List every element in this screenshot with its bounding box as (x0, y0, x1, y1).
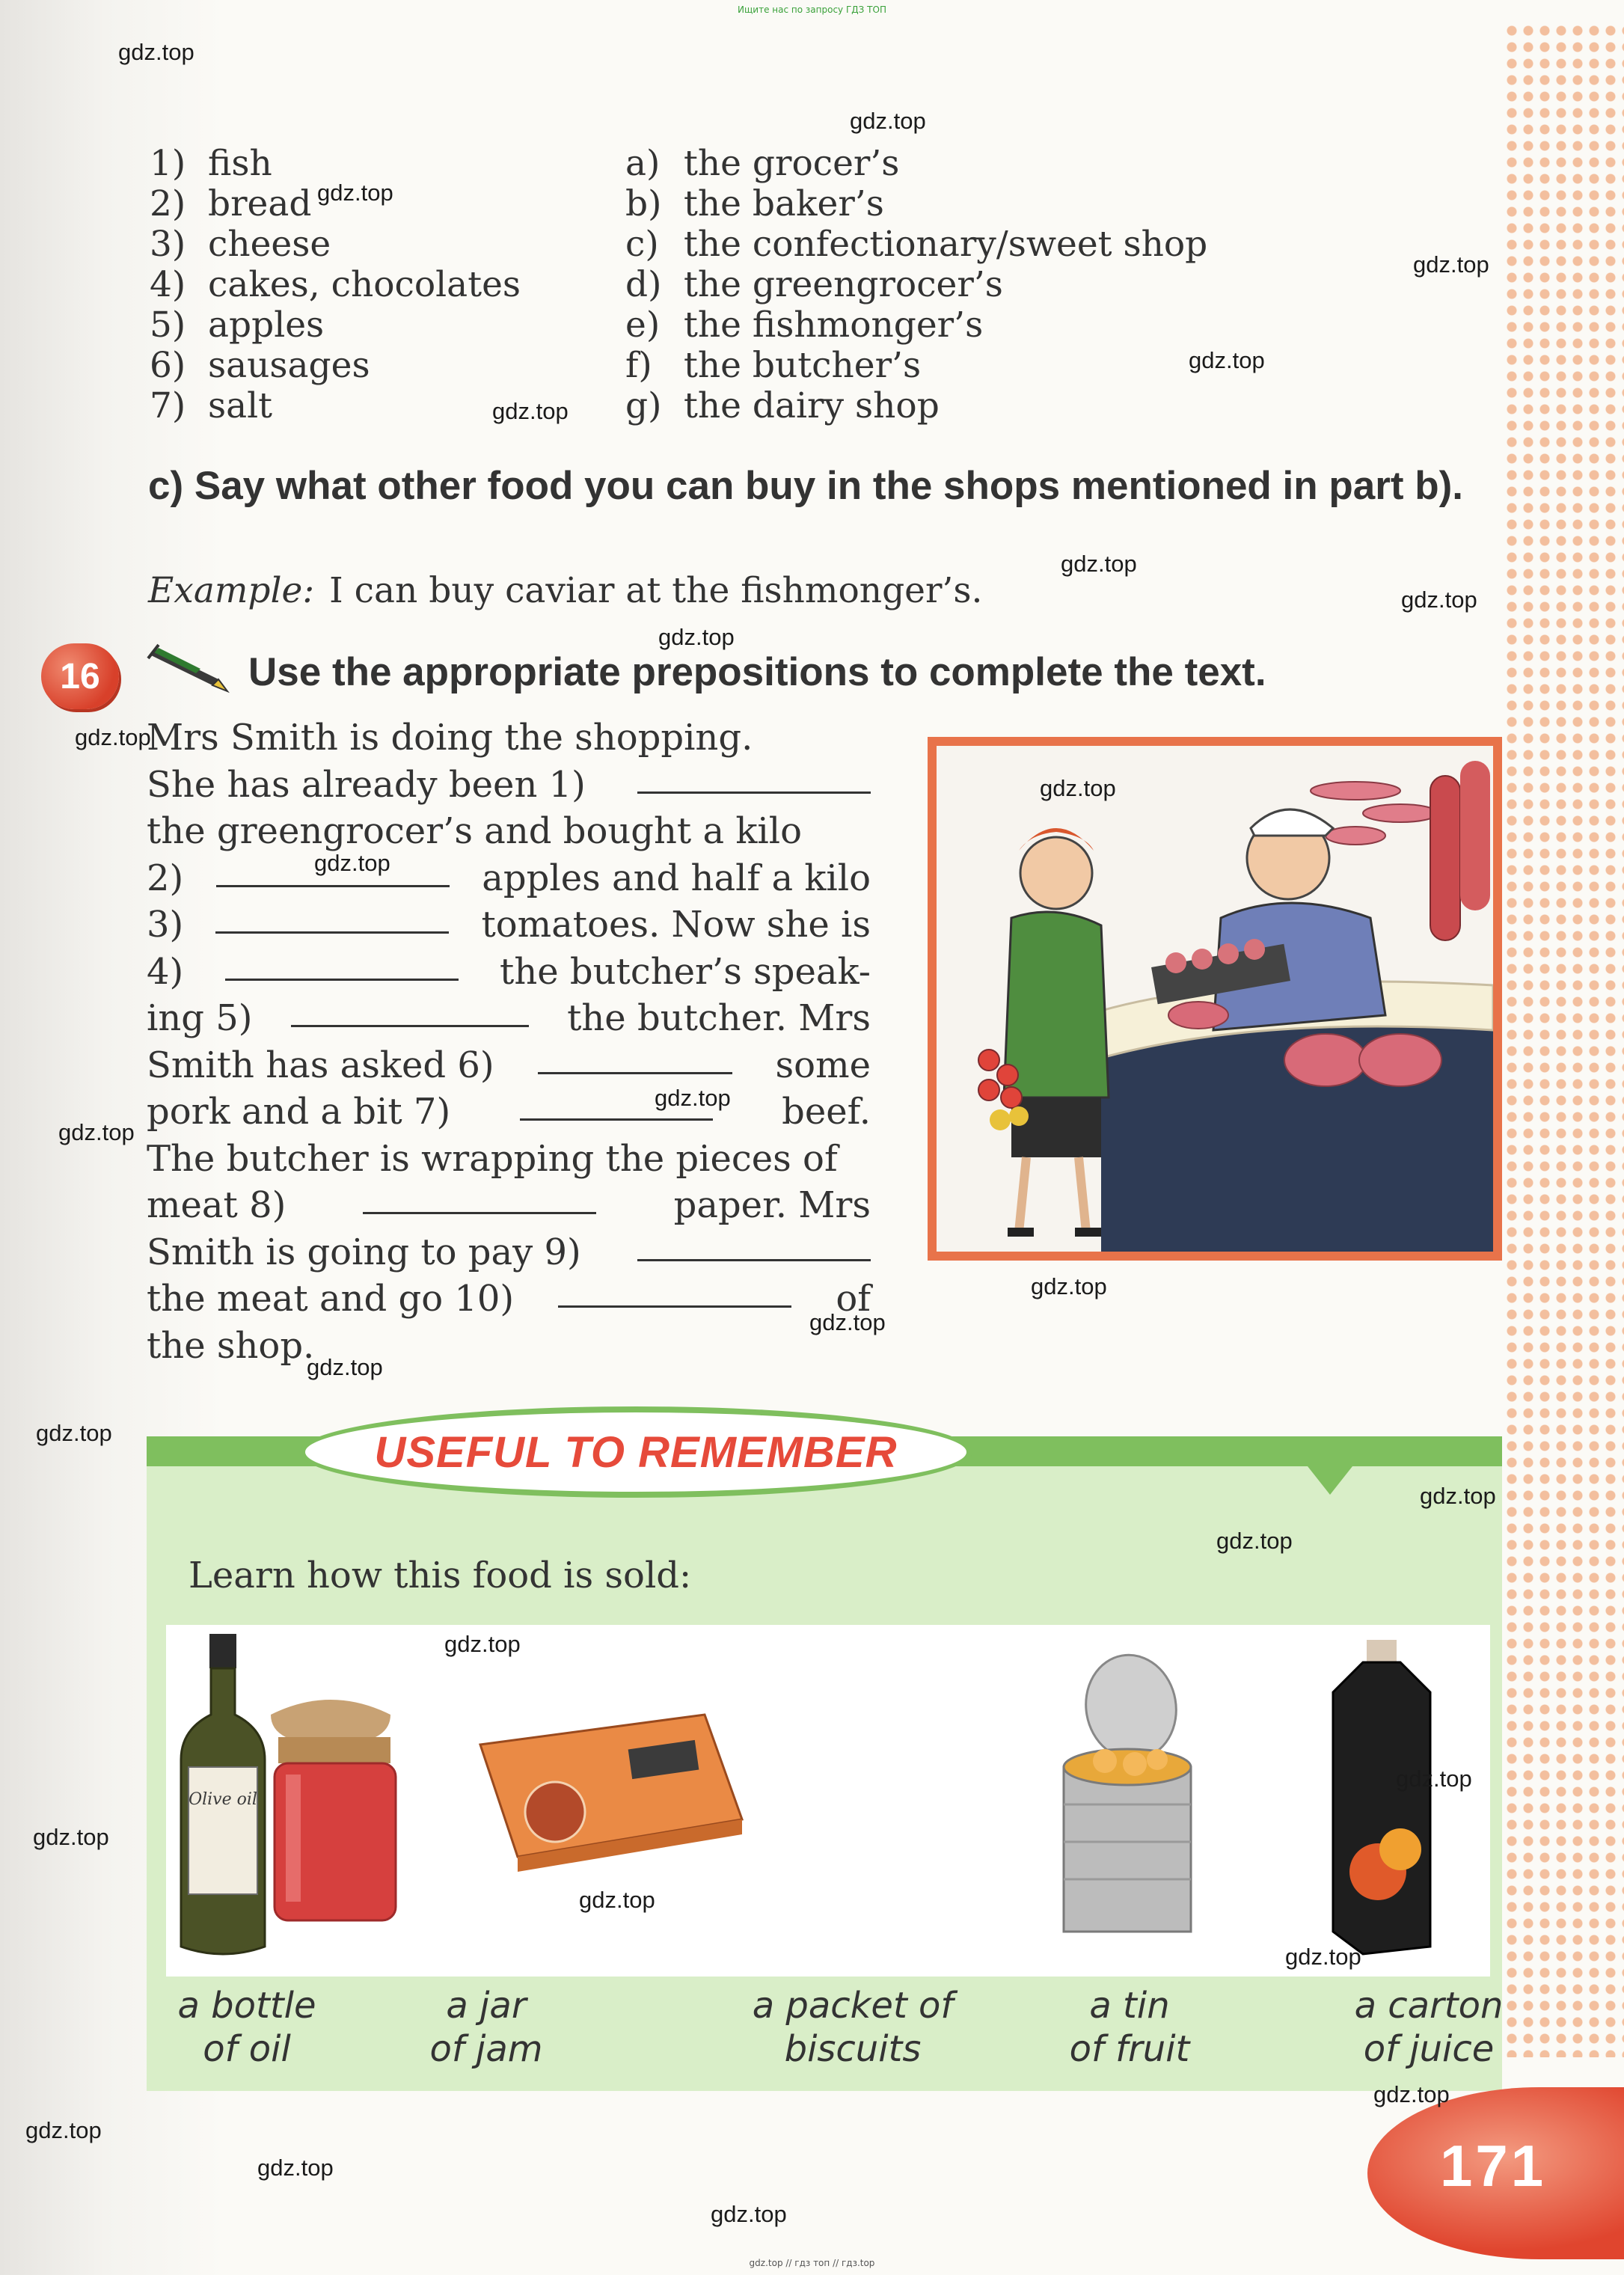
oil-bottle-icon (181, 1634, 265, 1954)
text-line (147, 1182, 871, 1229)
answer-blank[interactable] (363, 1182, 596, 1214)
text-segment: the meat and go 10) (147, 1278, 515, 1320)
matching-number: d) (625, 264, 662, 305)
text-segment: The butcher is wrapping the pieces of (147, 1137, 838, 1180)
watermark-text: gdz.top (1373, 2081, 1450, 2107)
caption-line-2: of juice (1363, 2028, 1495, 2070)
text-line (147, 901, 871, 949)
watermark-text: gdz.top (711, 2201, 787, 2227)
answer-blank[interactable] (215, 901, 449, 934)
matching-item: salt (208, 385, 273, 426)
matching-item: the greengrocer’s (684, 264, 1003, 305)
exercise-number-badge: 16 (41, 643, 119, 709)
matching-number: a) (625, 143, 661, 184)
watermark-text: gdz.top (36, 1420, 112, 1446)
matching-row (150, 265, 521, 305)
text-segment: pork and a bit 7) (147, 1091, 451, 1133)
caption-line-1: a carton (1354, 1985, 1504, 2027)
text-line (147, 762, 871, 809)
watermark-text: gdz.top (444, 1631, 521, 1657)
watermark-text: gdz.top (1189, 347, 1265, 373)
matching-item: bread (208, 183, 312, 224)
food-caption (135, 1984, 359, 2071)
juice-carton-icon (1333, 1640, 1430, 1954)
watermark-text: gdz.top (33, 1824, 109, 1850)
text-line (147, 1229, 871, 1276)
watermark-text: gdz.top (307, 1354, 383, 1380)
matching-row (150, 386, 521, 426)
matching-row (625, 305, 1207, 346)
matching-number: c) (625, 224, 659, 265)
matching-number: 1) (150, 143, 186, 184)
text-segment: paper. Mrs (673, 1184, 871, 1226)
text-line (147, 808, 871, 855)
watermark-text: gdz.top (1031, 1273, 1107, 1299)
watermark-text: gdz.top (1040, 775, 1116, 801)
matching-number: b) (625, 183, 662, 224)
text-segment: 2) (147, 857, 184, 899)
text-segment: some (775, 1044, 871, 1086)
matching-row (625, 184, 1207, 224)
watermark-text: gdz.top (809, 1309, 886, 1335)
text-segment: the greengrocer’s and bought a kilo (147, 810, 803, 852)
text-line (147, 1323, 871, 1370)
matching-number: 7) (150, 385, 186, 426)
example-text: I can buy caviar at the fishmonger’s. (329, 570, 983, 611)
useful-title-oval (299, 1406, 972, 1498)
matching-item: fish (208, 143, 272, 184)
text-segment: She has already been 1) (147, 763, 586, 806)
text-line (147, 1276, 871, 1323)
matching-right-column (625, 144, 1207, 426)
matching-item: the butcher’s (684, 345, 922, 386)
matching-row (625, 144, 1207, 184)
matching-number: 2) (150, 183, 186, 224)
matching-item: the baker’s (684, 183, 884, 224)
matching-row (625, 346, 1207, 386)
useful-band-notch (1308, 1466, 1352, 1495)
food-caption (374, 1984, 598, 2071)
bottom-note: gdz.top // гдз топ // гдз.top (749, 2258, 875, 2268)
text-line (147, 1136, 871, 1183)
text-segment: Smith has asked 6) (147, 1044, 494, 1086)
watermark-text: gdz.top (1420, 1483, 1496, 1509)
watermark-text: gdz.top (257, 2155, 334, 2181)
useful-title: USEFUL TO REMEMBER (374, 1427, 898, 1477)
matching-row (625, 224, 1207, 265)
matching-item: the dairy shop (684, 385, 940, 426)
text-segment: beef. (782, 1091, 871, 1133)
watermark-text: gdz.top (850, 108, 926, 134)
caption-line-2: of jam (429, 2028, 543, 2070)
matching-item: the confectionary/sweet shop (684, 224, 1208, 265)
matching-item: apples (208, 304, 325, 346)
matching-row (150, 346, 521, 386)
matching-number: g) (625, 385, 662, 426)
caption-line-2: of oil (203, 2028, 291, 2070)
text-line (147, 995, 871, 1042)
caption-line-1: a bottle (177, 1985, 316, 2027)
watermark-text: gdz.top (579, 1887, 655, 1913)
answer-blank[interactable] (538, 1042, 732, 1074)
text-segment: 4) (147, 950, 184, 993)
page-number: 171 (1440, 2133, 1547, 2199)
fruit-tin-icon (1064, 1648, 1191, 1932)
answer-blank[interactable] (225, 949, 459, 981)
gap-fill-text (147, 714, 871, 1369)
text-segment: Smith is going to pay 9) (147, 1231, 581, 1273)
matching-row (150, 305, 521, 346)
text-segment: meat 8) (147, 1184, 287, 1226)
watermark-text: gdz.top (492, 398, 569, 424)
watermark-text: gdz.top (1396, 1766, 1472, 1792)
text-segment: apples and half a kilo (482, 857, 871, 899)
bottle-label: Olive oil (189, 1790, 257, 1809)
text-line (147, 949, 871, 996)
matching-item: cakes, chocolates (208, 264, 521, 305)
watermark-text: gdz.top (1216, 1528, 1293, 1554)
watermark-text: gdz.top (1401, 587, 1477, 613)
text-segment: 3) (147, 904, 184, 946)
matching-item: the grocer’s (684, 143, 900, 184)
matching-row (625, 265, 1207, 305)
food-pictures-panel (166, 1625, 1490, 1977)
watermark-text: gdz.top (1413, 251, 1489, 278)
text-segment: tomatoes. Now she is (481, 904, 871, 946)
watermark-text: gdz.top (58, 1119, 135, 1145)
watermark-text: gdz.top (314, 850, 390, 876)
text-segment: ing 5) (147, 997, 253, 1039)
food-caption (741, 1984, 965, 2071)
caption-line-2: of fruit (1069, 2028, 1190, 2070)
watermark-text: gdz.top (658, 624, 735, 650)
matching-number: 4) (150, 264, 186, 305)
matching-item: cheese (208, 224, 331, 265)
text-segment: the butcher. Mrs (567, 997, 871, 1039)
matching-row (150, 224, 521, 265)
watermark-text: gdz.top (1061, 551, 1137, 577)
text-segment: the shop. (147, 1324, 315, 1367)
text-line (147, 1088, 871, 1136)
answer-blank[interactable] (637, 1229, 871, 1261)
biscuit-packet-icon (480, 1715, 742, 1872)
task-c-instruction: c) Say what other food you can buy in the shops mentioned in part b). (148, 464, 1463, 508)
caption-line-1: a packet of (752, 1985, 954, 2027)
matching-number: f) (625, 345, 652, 386)
food-caption (1017, 1984, 1242, 2071)
caption-line-2: biscuits (784, 2028, 922, 2070)
task-c-example (148, 570, 982, 611)
matching-number: 3) (150, 224, 186, 265)
watermark-text: gdz.top (1285, 1944, 1361, 1970)
matching-number: 5) (150, 304, 186, 346)
top-note: Ищите нас по запросу ГДЗ ТОП (738, 4, 886, 15)
watermark-text: gdz.top (655, 1085, 731, 1111)
matching-item: the fishmonger’s (684, 304, 984, 346)
watermark-text: gdz.top (25, 2117, 102, 2143)
watermark-text: gdz.top (75, 724, 151, 750)
matching-row (150, 144, 521, 184)
matching-row (625, 386, 1207, 426)
text-segment: the butcher’s speak- (500, 950, 871, 993)
text-segment: Mrs Smith is doing the shopping. (147, 717, 753, 759)
matching-item: sausages (208, 345, 370, 386)
watermark-text: gdz.top (118, 39, 194, 65)
butcher-shop-illustration (928, 737, 1502, 1261)
caption-line-1: a jar (446, 1985, 527, 2027)
caption-line-1: a tin (1089, 1985, 1170, 2027)
text-segment: of (836, 1278, 871, 1320)
pen-icon (144, 642, 233, 696)
text-line (147, 1042, 871, 1089)
answer-blank[interactable] (558, 1276, 791, 1308)
matching-number: e) (625, 304, 661, 346)
exercise-16-title: Use the appropriate prepositions to complete the text. (248, 650, 1266, 694)
text-line (147, 714, 871, 762)
food-caption (1317, 1984, 1541, 2071)
answer-blank[interactable] (291, 995, 529, 1027)
matching-number: 6) (150, 345, 186, 386)
learn-instruction: Learn how this food is sold: (189, 1555, 692, 1596)
dotted-margin-decoration (1504, 22, 1624, 2057)
jam-jar-icon (271, 1700, 396, 1920)
answer-blank[interactable] (637, 762, 871, 794)
watermark-text: gdz.top (317, 180, 393, 206)
example-label: Example: (148, 570, 315, 611)
text-line (147, 855, 871, 902)
